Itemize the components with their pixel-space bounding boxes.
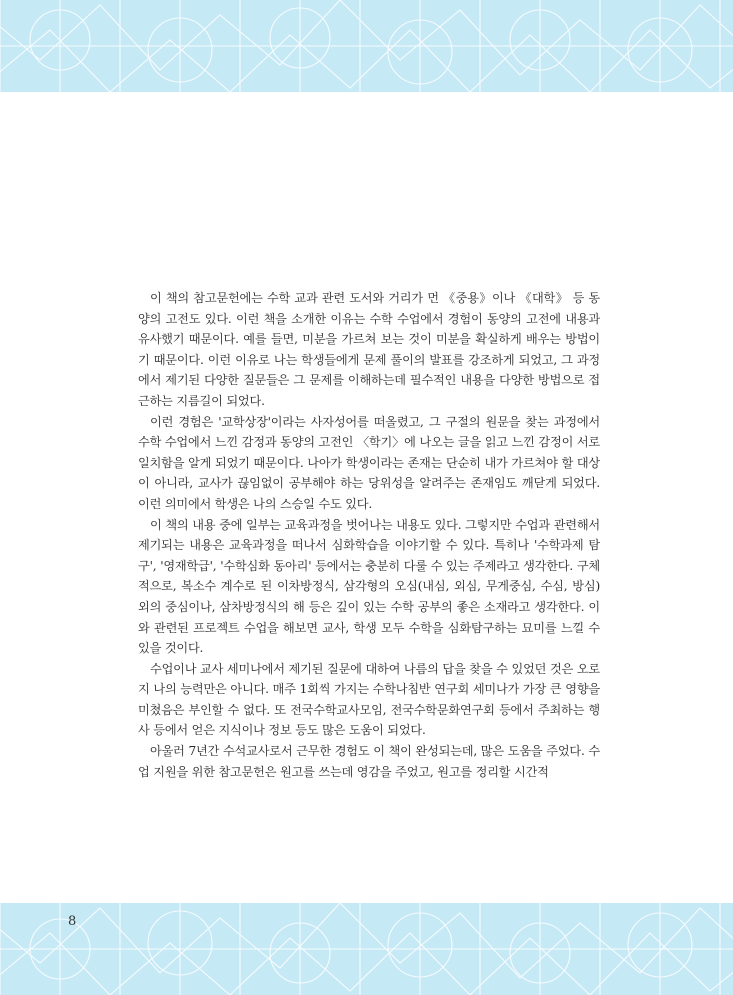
page-number: 8 <box>68 914 77 929</box>
paragraph-3: 이 책의 내용 중에 일부는 교육과정을 벗어나는 내용도 있다. 그렇지만 수업과 관련해서 제기되는 내용은 교육과정을 떠나서 심화학습을 이야기할 수 있다. 특히나 '수학과제 탐구', '영재학급', '수학심화 동아리' 등에서는 충분히 다룰 수 있는 주제라고 생각한다. 구체적으로, 복소수 계수로 된 이차방정식, 삼각형의 오심(내심, 외심, 무게중심, 수심, 방심) 외의 중심이나, 삼차방정식의 해 등은 깊이 있는 수학 공부의 좋은 소재라고 생각한다. 이와 관련된 프로젝트 수업을 해보면 교사, 학생 모두 수학을 심화탐구하는 묘미를 느낄 수 있을 것이다. <box>138 517 600 656</box>
paragraph-2: 이런 경험은 '교학상장'이라는 사자성어를 떠올렸고, 그 구절의 원문을 찾는 과정에서 수학 수업에서 느낀 감정과 동양의 고전인 〈학기〉에 나오는 글을 읽고 느낀 감정이 서로 일치함을 알게 되었기 때문이다. 나아가 학생이라는 존재는 단순히 내가 가르쳐야 할 대상이 아니라, 교사가 끊임없이 공부해야 하는 당위성을 알려주는 존재임도 깨닫게 되었다. 이런 의미에서 학생은 나의 스승일 수도 있다. <box>138 414 600 511</box>
paragraph-5: 아울러 7년간 수석교사로서 근무한 경험도 이 책이 완성되는데, 많은 도움을 주었다. 수업 지원을 위한 참고문헌은 원고를 쓰는데 영감을 주었고, 원고를 정리할 시간적 <box>138 744 600 779</box>
bottom-decorative-band <box>0 903 733 995</box>
top-decorative-band <box>0 0 733 92</box>
geometric-pattern-bottom <box>0 903 733 995</box>
paragraph-1: 이 책의 참고문헌에는 수학 교과 관련 도서와 거리가 먼 《중용》이나 《대학》 등 동양의 고전도 있다. 이런 책을 소개한 이유는 수학 수업에서 경험이 동양의 고전에 내용과 유사했기 때문이다. 예를 들면, 미분을 가르쳐 보는 것이 미분을 확실하게 배우는 방법이기 때문이다. 이런 이유로 나는 학생들에게 문제 풀이의 발표를 강조하게 되었고, 그 과정에서 제기된 다양한 질문들은 그 문제를 이해하는데 필수적인 내용을 다양한 방법으로 접근하는 지름길이 되었다. <box>138 291 600 408</box>
body-text <box>138 288 600 782</box>
paragraph-4: 수업이나 교사 세미나에서 제기된 질문에 대하여 나름의 답을 찾을 수 있었던 것은 오로지 나의 능력만은 아니다. 매주 1회씩 가지는 수학나침반 연구회 세미나가 가장 큰 영향을 미쳤음은 부인할 수 없다. 또 전국수학교사모임, 전국수학문화연구회 등에서 주최하는 행사 등에서 얻은 지식이나 정보 등도 많은 도움이 되었다. <box>138 661 600 738</box>
geometric-pattern-top <box>0 0 733 92</box>
